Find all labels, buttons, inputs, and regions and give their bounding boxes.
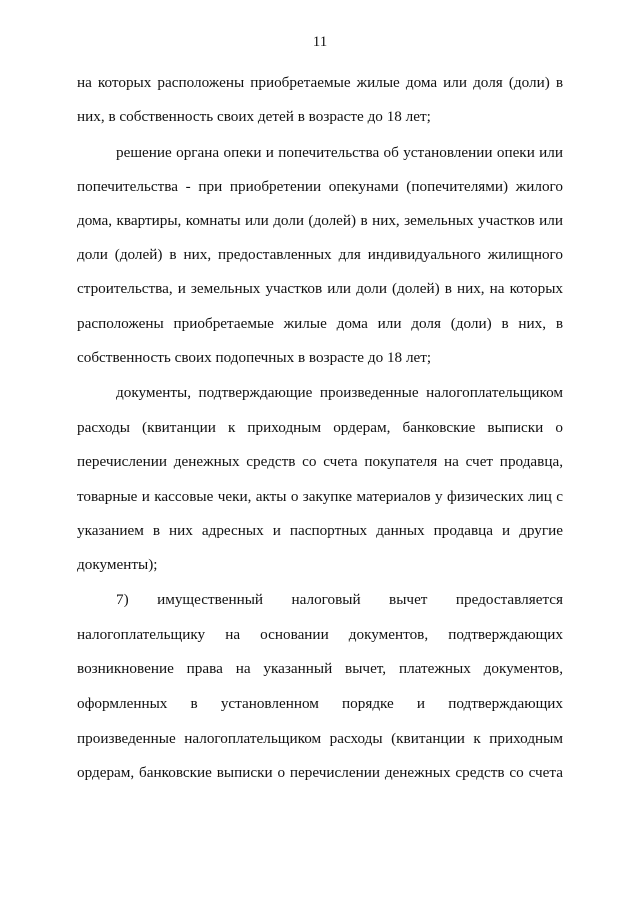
text-line: на которых расположены приобретаемые жилые дома или доля (доли) в [77,74,563,91]
text-line: них, в собственность своих детей в возрасте до 18 лет; [77,108,431,125]
text-line: возникновение права на указанный вычет, платежных документов, [77,660,563,677]
text-line: ордерам, банковские выписки о перечислении денежных средств со счета [77,764,563,781]
text-line: произведенные налогоплательщиком расходы (квитанции к приходным [77,730,563,747]
text-line: расположены приобретаемые жилые дома или доля (доли) в них, в [77,315,563,332]
page-number: 11 [312,34,328,50]
text-line: расходы (квитанции к приходным ордерам, банковские выписки о [77,419,563,436]
text-line: товарные и кассовые чеки, акты о закупке материалов у физических лиц с [77,488,563,505]
text-line: 7) имущественный налоговый вычет предоставляется [116,591,563,608]
text-line: доли (долей) в них, предоставленных для индивидуального жилищного [77,246,563,263]
text-line: попечительства - при приобретении опекунами (попечителями) жилого [77,178,563,195]
text-line: решение органа опеки и попечительства об установлении опеки или [116,144,563,161]
text-line: собственность своих подопечных в возрасте до 18 лет; [77,349,432,366]
text-line: перечислении денежных средств со счета покупателя на счет продавца, [77,453,563,470]
text-line: строительства, и земельных участков или доли (долей) в них, на которых [77,280,563,297]
text-line: указанием в них адресных и паспортных данных продавца и другие [77,522,563,539]
text-line: дома, квартиры, комнаты или доли (долей) в них, земельных участков или [77,212,563,229]
text-line: налогоплательщику на основании документов, подтверждающих [77,626,563,643]
text-line: документы, подтверждающие произведенные налогоплательщиком [116,384,563,401]
text-line: оформленных в установленном порядке и подтверждающих [77,695,563,712]
text-line: документы); [77,556,158,573]
